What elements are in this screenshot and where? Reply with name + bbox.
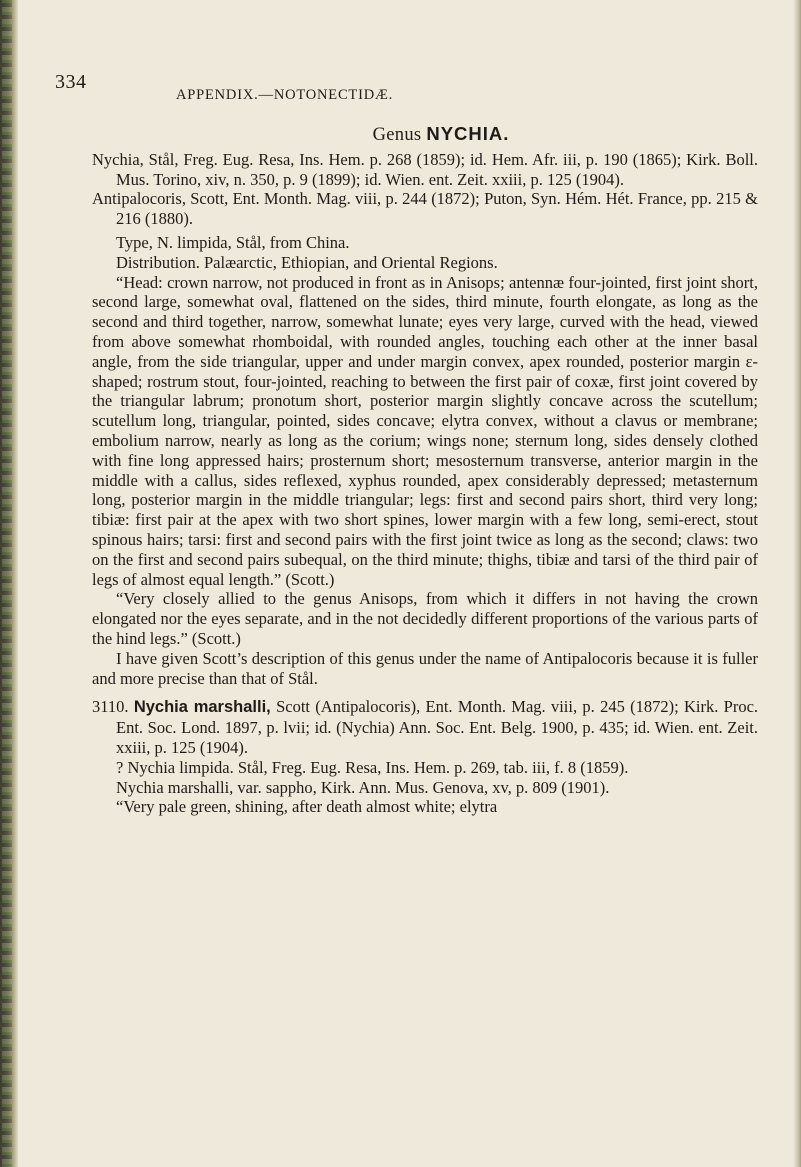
species-synonym: ? Nychia limpida. Stål, Freg. Eug. Resa, Ins. Hem. p. 269, tab. iii, f. 8 (1859).	[116, 757, 629, 777]
page-number: 334	[55, 71, 87, 93]
binding-texture	[2, 0, 12, 1167]
species-synonym: Nychia marshalli, var. sappho, Kirk. Ann. Mus. Genova, xv, p. 809 (1901).	[116, 777, 610, 797]
species-name: Nychia marshalli,	[133, 698, 271, 717]
book-page	[40, 0, 780, 1167]
running-head: APPENDIX.—NOTONECTIDÆ.	[176, 87, 394, 103]
genus-comparison: “Very closely allied to the genus Anisops, from which it differs in not having the crown elongated nor the eyes separate, and in the not decidedly different proportions of the various parts of the hind legs.” (Scott.)	[92, 589, 758, 648]
genus-heading-prefix: Genus	[372, 125, 422, 145]
genus-heading-name: NYCHIA.	[426, 123, 510, 144]
genus-description: “Head: crown narrow, not produced in front as in Anisops; antennæ four-jointed, first joint short, second large, somewhat oval, flattened on the sides, third minute, fourth elongate, as long as the second and third together, narrow, somewhat lunate; eyes very large, curved with the head, viewed from above somewhat rhomboidal, with rounded angles, touching each other at the inner basal angle, from the side triangular, upper and under margin convex, apex rounded, posterior margin ɛ-shaped; rostrum stout, four-jointed, reaching to between the first pair of coxæ, first joint covered by the triangular labrum; pronotum short, posterior margin slightly concave across the scutellum; scutellum long, triangular, pointed, sides concave; elytra convex, without a clavus or membrane; embolium narrow, nearly as long as the corium; wings none; sternum long, sides densely clothed with fine long appressed hairs; prosternum short; mesosternum transverse, anterior margin in the middle with a callus, sides reflexed, xyphus rounded, apex considerably depressed; metasternum long, posterior margin in the middle triangular; legs: first and second pairs short, third very long; tibiæ: first pair at the apex with two short spines, lower margin with a few long, semi-erect, stout spinous hairs; tarsi: first and second pairs with the first joint twice as long as the second; claws: two on the first and second pairs subequal, on the third minute; thighs, tibiæ and tarsi of the third pair of legs of almost equal length.” (Scott.)	[92, 272, 758, 589]
genus-reference-nychia: Nychia, Stål, Freg. Eug. Resa, Ins. Hem. p. 268 (1859); id. Hem. Afr. iii, p. 190 (1865); Kirk. Boll. Mus. Torino, xiv, n. 350, p. 9 (1899); id. Wien. ent. Zeit. xxiii, p. 125 (1904).	[92, 149, 758, 189]
species-first-reference: Scott (Antipalocoris), Ent. Month. Mag. viii, p. 245 (1872); Kirk. Proc. Ent. Soc. Lond. 1897, p. lvii; id. (Nychia) Ann. Soc. Ent. Belg. 1900, p. 435; id. Wien. ent. Zeit. xxiii, p. 125 (1904).	[116, 697, 759, 757]
genus-reference-antipalocoris: Antipalocoris, Scott, Ent. Month. Mag. viii, p. 244 (1872); Puton, Syn. Hém. Hét. France, pp. 215 & 216 (1880).	[92, 189, 758, 229]
distribution-line: Distribution. Palæarctic, Ethiopian, and Oriental Regions.	[116, 252, 498, 272]
page-body	[92, 124, 758, 817]
species-number: 3110.	[92, 697, 129, 717]
type-line: Type, N. limpida, Stål, from China.	[116, 232, 350, 252]
species-description-start: “Very pale green, shining, after death almost white; elytra	[116, 797, 498, 817]
genus-heading	[124, 124, 758, 146]
species-entry	[92, 697, 758, 757]
author-note: I have given Scott’s description of this genus under the name of Antipalocoris because it is fuller and more precise than that of Stål.	[92, 648, 758, 688]
page-right-edge	[793, 0, 801, 1167]
